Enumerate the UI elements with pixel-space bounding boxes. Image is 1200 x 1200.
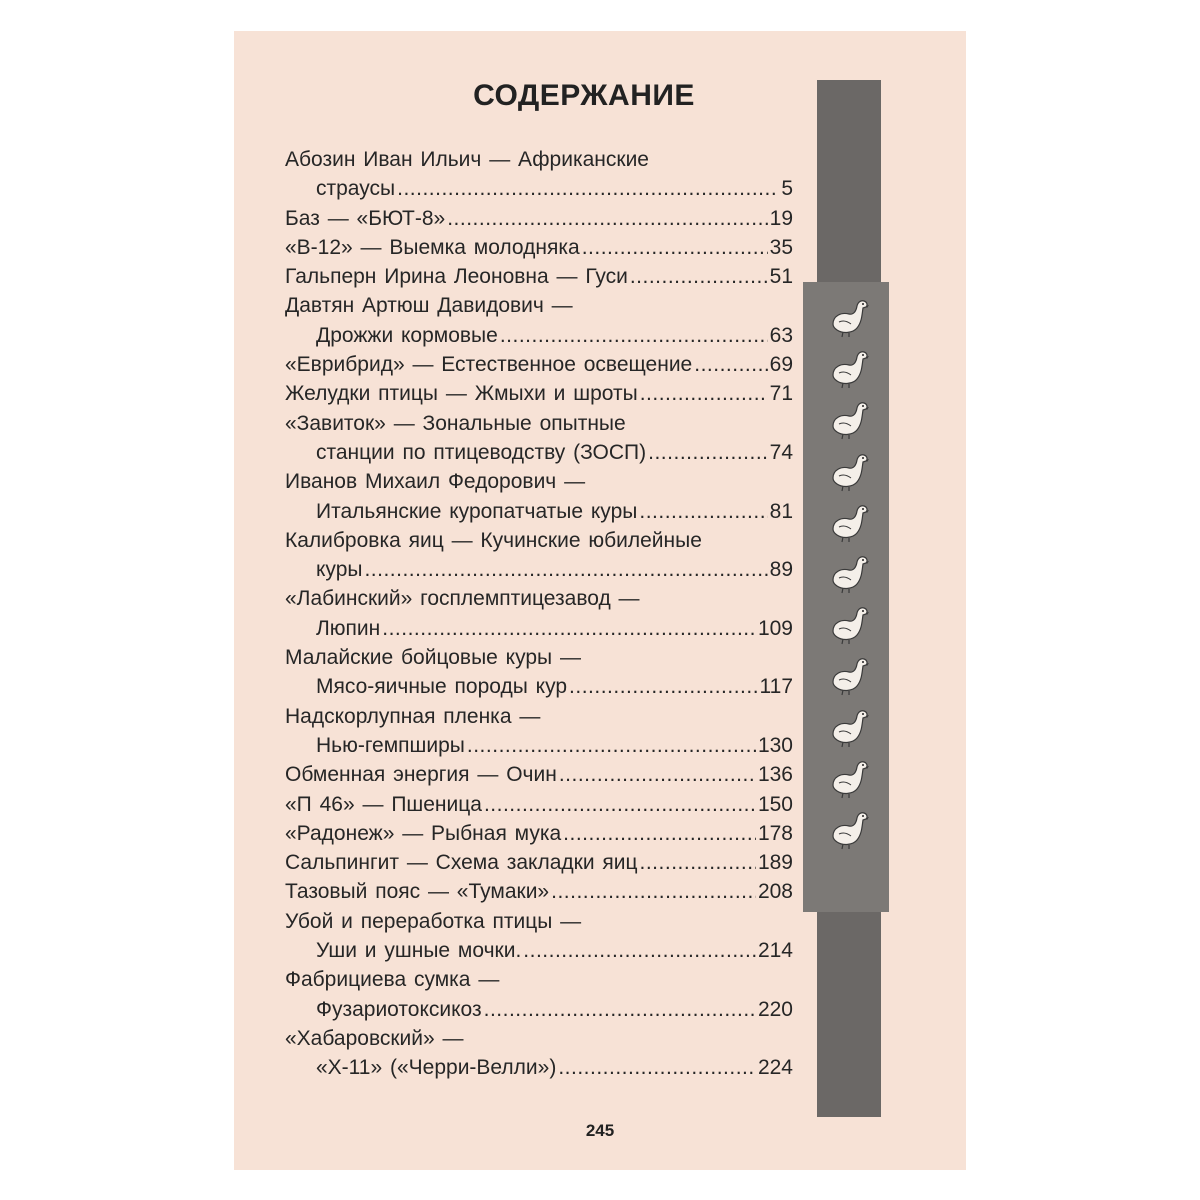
toc-entry-title: Фузариотоксикоз: [316, 997, 482, 1021]
toc-entry-title: Обменная энергия — Очин: [285, 763, 557, 787]
toc-entry-title: станции по птицеводству (ЗОСП): [316, 440, 647, 464]
toc-entry: [285, 965, 793, 1024]
toc-entry-last-line: [285, 760, 793, 789]
toc-entry-page: 89: [769, 558, 793, 582]
dot-leader: [467, 731, 756, 760]
toc-entry: [285, 790, 793, 819]
dot-leader: [484, 995, 756, 1024]
toc-entry-page: 71: [769, 382, 793, 406]
toc-entry-line: Малайские бойцовые куры —: [285, 646, 581, 670]
toc-entry-page: 178: [757, 821, 793, 845]
toc-entry-title: Люпин: [316, 616, 381, 640]
toc-entry-last-line: [285, 614, 793, 643]
toc-entry-title: Мясо-яичные породы кур: [316, 675, 568, 699]
dot-leader: [563, 819, 756, 848]
toc-entry-page: 224: [757, 1056, 793, 1080]
toc-entry-page: 74: [769, 440, 793, 464]
toc-entry-last-line: [285, 1053, 793, 1082]
toc-entry: [285, 379, 793, 408]
bird-icon: [829, 499, 869, 543]
dot-leader: [397, 174, 779, 203]
bird-icon: [829, 448, 869, 492]
toc-entry: [285, 467, 793, 526]
toc-entry: [285, 643, 793, 702]
toc-entry-title: Итальянские куропатчатые куры: [316, 499, 638, 523]
toc-entry-last-line: [285, 204, 793, 233]
toc-entry-last-line: [285, 819, 793, 848]
toc-entry: [285, 760, 793, 789]
dot-leader: [582, 233, 768, 262]
toc-entry-page: 136: [757, 763, 793, 787]
toc-entry-line: Убой и переработка птицы —: [285, 909, 582, 933]
page-title: СОДЕРЖАНИЕ: [473, 79, 695, 112]
toc-entry-title: Тазовый пояс — «Тумаки»: [285, 880, 550, 904]
toc-entry-line: Фабрициева сумка —: [285, 968, 500, 992]
toc-entry-title: «Радонеж» — Рыбная мука: [285, 821, 562, 845]
toc-entry-page: 150: [757, 792, 793, 816]
toc-entry-last-line: [285, 936, 793, 965]
dot-leader: [364, 555, 767, 584]
toc-entry-last-line: [285, 262, 793, 291]
toc-entry: [285, 848, 793, 877]
toc-entry: [285, 350, 793, 379]
toc-entry-line: Надскорлупная пленка —: [285, 704, 541, 728]
toc-entry-page: 69: [769, 353, 793, 377]
toc-entry-page: 189: [757, 851, 793, 875]
bird-icon: [829, 396, 869, 440]
dot-leader: [640, 848, 756, 877]
bird-icon: [829, 550, 869, 594]
toc-entry-title: «Х-11» («Черри-Велли»): [316, 1056, 557, 1080]
toc-entry-title: куры: [316, 558, 363, 582]
toc-entry-last-line: [285, 848, 793, 877]
toc-entry: [285, 233, 793, 262]
dot-leader: [558, 1053, 756, 1082]
toc-entry-line: Иванов Михаил Федорович —: [285, 470, 586, 494]
bird-icon: [829, 345, 869, 389]
toc-entry-page: 214: [757, 939, 793, 963]
toc-entry-page: 130: [757, 733, 793, 757]
toc-entry: [285, 526, 793, 585]
dot-leader: [523, 936, 756, 965]
toc-entry: [285, 584, 793, 643]
toc-entry: [285, 409, 793, 468]
toc-entry-title: страусы: [316, 177, 396, 201]
toc-entry-last-line: [285, 233, 793, 262]
toc-entry: [285, 702, 793, 761]
toc-entry-page: 5: [781, 177, 793, 201]
toc-entry-last-line: [285, 672, 793, 701]
table-of-contents: [285, 145, 793, 1083]
toc-entry-last-line: [285, 497, 793, 526]
toc-entry-line: «Лабинский» госплемптицезавод —: [285, 587, 640, 611]
toc-entry-last-line: [285, 379, 793, 408]
dot-leader: [639, 497, 767, 526]
toc-entry-page: 117: [759, 675, 793, 699]
toc-entry-page: 220: [757, 997, 793, 1021]
bird-icon: [829, 704, 869, 748]
toc-entry-page: 81: [769, 499, 793, 523]
toc-entry: [285, 291, 793, 350]
toc-entry-line: «Завиток» — Зональные опытные: [285, 411, 626, 435]
toc-entry-title: Нью-гемпширы: [316, 733, 465, 757]
toc-entry-title: «Еврибрид» — Естественное освещение: [285, 353, 693, 377]
toc-entry-page: 63: [769, 323, 793, 347]
toc-entry-page: 35: [769, 235, 793, 259]
toc-entry-line: Давтян Артюш Давидович —: [285, 294, 573, 318]
dot-leader: [648, 438, 768, 467]
toc-entry-title: Дрожжи кормовые: [316, 323, 498, 347]
toc-entry: [285, 1024, 793, 1083]
toc-entry-last-line: [285, 321, 793, 350]
dot-leader: [447, 204, 767, 233]
toc-entry-page: 51: [769, 265, 793, 289]
toc-entry-line: Абозин Иван Ильич — Африканские: [285, 148, 649, 171]
toc-entry-last-line: [285, 438, 793, 467]
toc-entry-title: Уши и ушные мочки.: [316, 939, 522, 963]
toc-entry: [285, 204, 793, 233]
book-page: [234, 31, 966, 1170]
toc-entry: [285, 877, 793, 906]
bird-icon: [829, 755, 869, 799]
toc-entry: [285, 145, 793, 204]
toc-entry-title: Сальпингит — Схема закладки яиц: [285, 851, 638, 875]
page-number: 245: [585, 1121, 615, 1140]
toc-entry-last-line: [285, 555, 793, 584]
dot-leader: [500, 321, 768, 350]
toc-entry-title: Желудки птицы — Жмыхи и шроты: [285, 382, 638, 406]
toc-entry: [285, 819, 793, 848]
bird-ornament-strip: [803, 282, 889, 912]
dot-leader: [630, 262, 768, 291]
toc-entry-title: «П 46» — Пшеница: [285, 792, 482, 816]
bird-icon: [829, 294, 869, 338]
toc-entry-last-line: [285, 790, 793, 819]
bird-icon: [829, 806, 869, 850]
dot-leader: [484, 790, 756, 819]
toc-entry-last-line: [285, 877, 793, 906]
dot-leader: [551, 877, 756, 906]
dot-leader: [640, 379, 768, 408]
dot-leader: [694, 350, 767, 379]
bird-icon: [829, 652, 869, 696]
toc-entry-last-line: [285, 995, 793, 1024]
dot-leader: [559, 760, 756, 789]
toc-entry-line: Калибровка яиц — Кучинские юбилейные: [285, 528, 702, 552]
dot-leader: [382, 614, 756, 643]
toc-entry: [285, 262, 793, 291]
toc-entry-page: 109: [757, 616, 793, 640]
bird-icon: [829, 601, 869, 645]
toc-entry-title: Баз — «БЮТ-8»: [285, 206, 446, 230]
toc-entry-line: «Хабаровский» —: [285, 1026, 464, 1050]
toc-entry-last-line: [285, 731, 793, 760]
toc-entry-last-line: [285, 174, 793, 203]
toc-entry-title: «В-12» — Выемка молодняка: [285, 235, 580, 259]
toc-entry: [285, 907, 793, 966]
toc-entry-last-line: [285, 350, 793, 379]
dot-leader: [569, 672, 757, 701]
toc-entry-page: 19: [769, 206, 793, 230]
toc-entry-title: Гальперн Ирина Леоновна — Гуси: [285, 265, 628, 289]
toc-entry-page: 208: [757, 880, 793, 904]
